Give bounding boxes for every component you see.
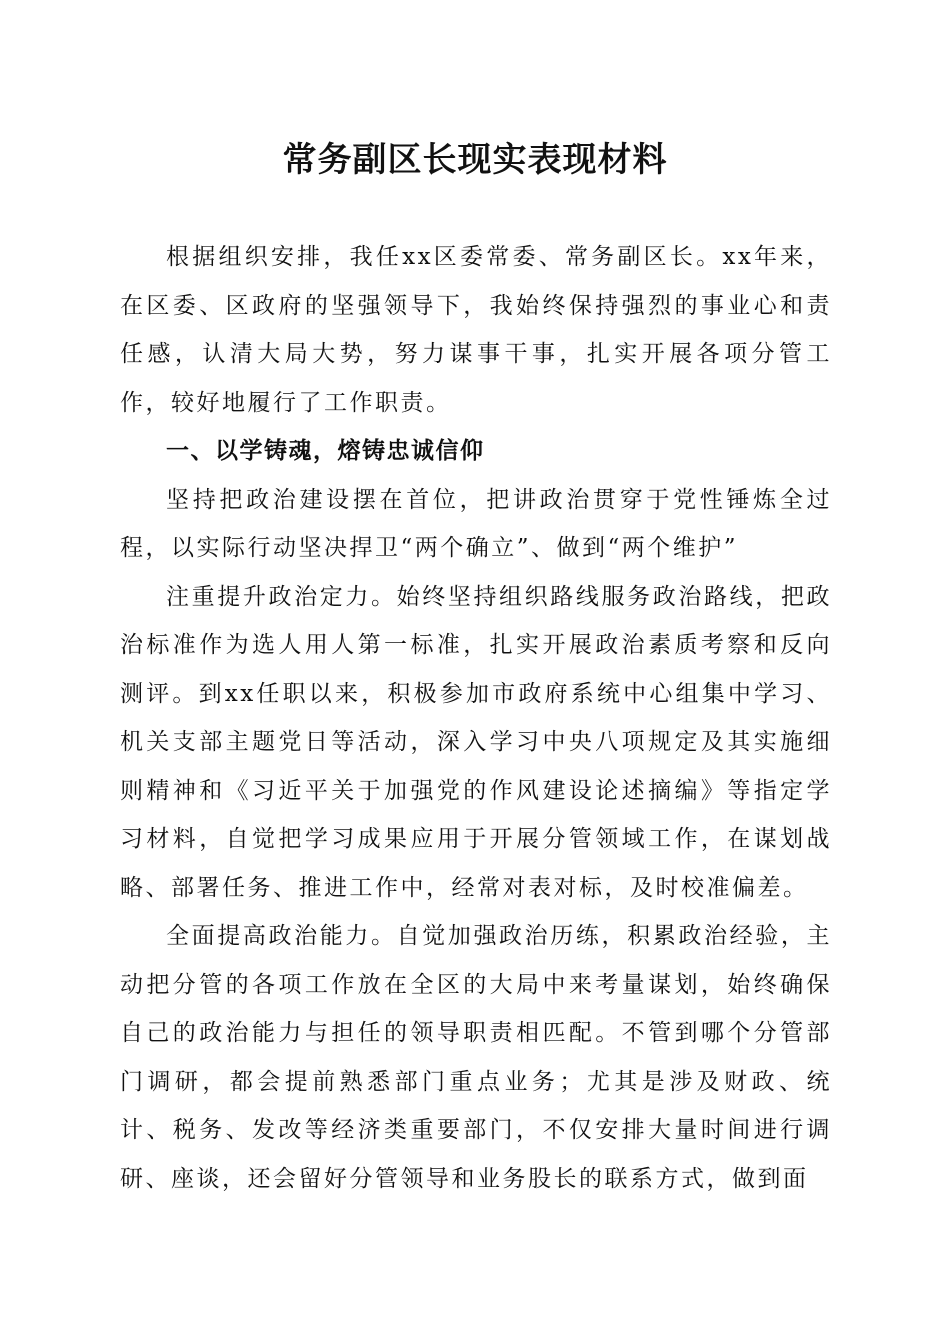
- section-heading-1: 一、以学铸魂，熔铸忠诚信仰: [166, 438, 485, 464]
- section-1-lead-paragraph: 坚持把政治建设摆在首位，把讲政治贯穿于党性锤炼全过程，以实际行动坚决捍卫“两个确立”、做到“两个维护”: [120, 486, 832, 561]
- document-body: [120, 233, 832, 1203]
- political-capability-paragraph: 全面提高政治能力。自觉加强政治历练，积累政治经验，主动把分管的各项工作放在全区的大局中来考量谋划，始终确保自己的政治能力与担任的领导职责相匹配。不管到哪个分管部门调研，都会提前熟悉部门重点业务；尤其是涉及财政、统计、税务、发改等经济类重要部门，不仅安排大量时间进行调研、座谈，还会留好分管领导和业务股长的联系方式，做到面: [120, 923, 832, 1192]
- political-stability-paragraph: 注重提升政治定力。始终坚持组织路线服务政治路线，把政治标准作为选人用人第一标准，扎实开展政治素质考察和反向测评。到xx任职以来，积极参加市政府系统中心组集中学习、机关支部主题党日等活动，深入学习中央八项规定及其实施细则精神和《习近平关于加强党的作风建设论述摘编》等指定学习材料，自觉把学习成果应用于开展分管领域工作，在谋划战略、部署任务、推进工作中，经常对表对标，及时校准偏差。: [120, 583, 832, 901]
- intro-paragraph: 根据组织安排，我任xx区委常委、常务副区长。xx年来，在区委、区政府的坚强领导下，我始终保持强烈的事业心和责任感，认清大局大势，努力谋事干事，扎实开展各项分管工作，较好地履行了工作职责。: [120, 244, 832, 416]
- document-title: 常务副区长现实表现材料: [282, 140, 668, 180]
